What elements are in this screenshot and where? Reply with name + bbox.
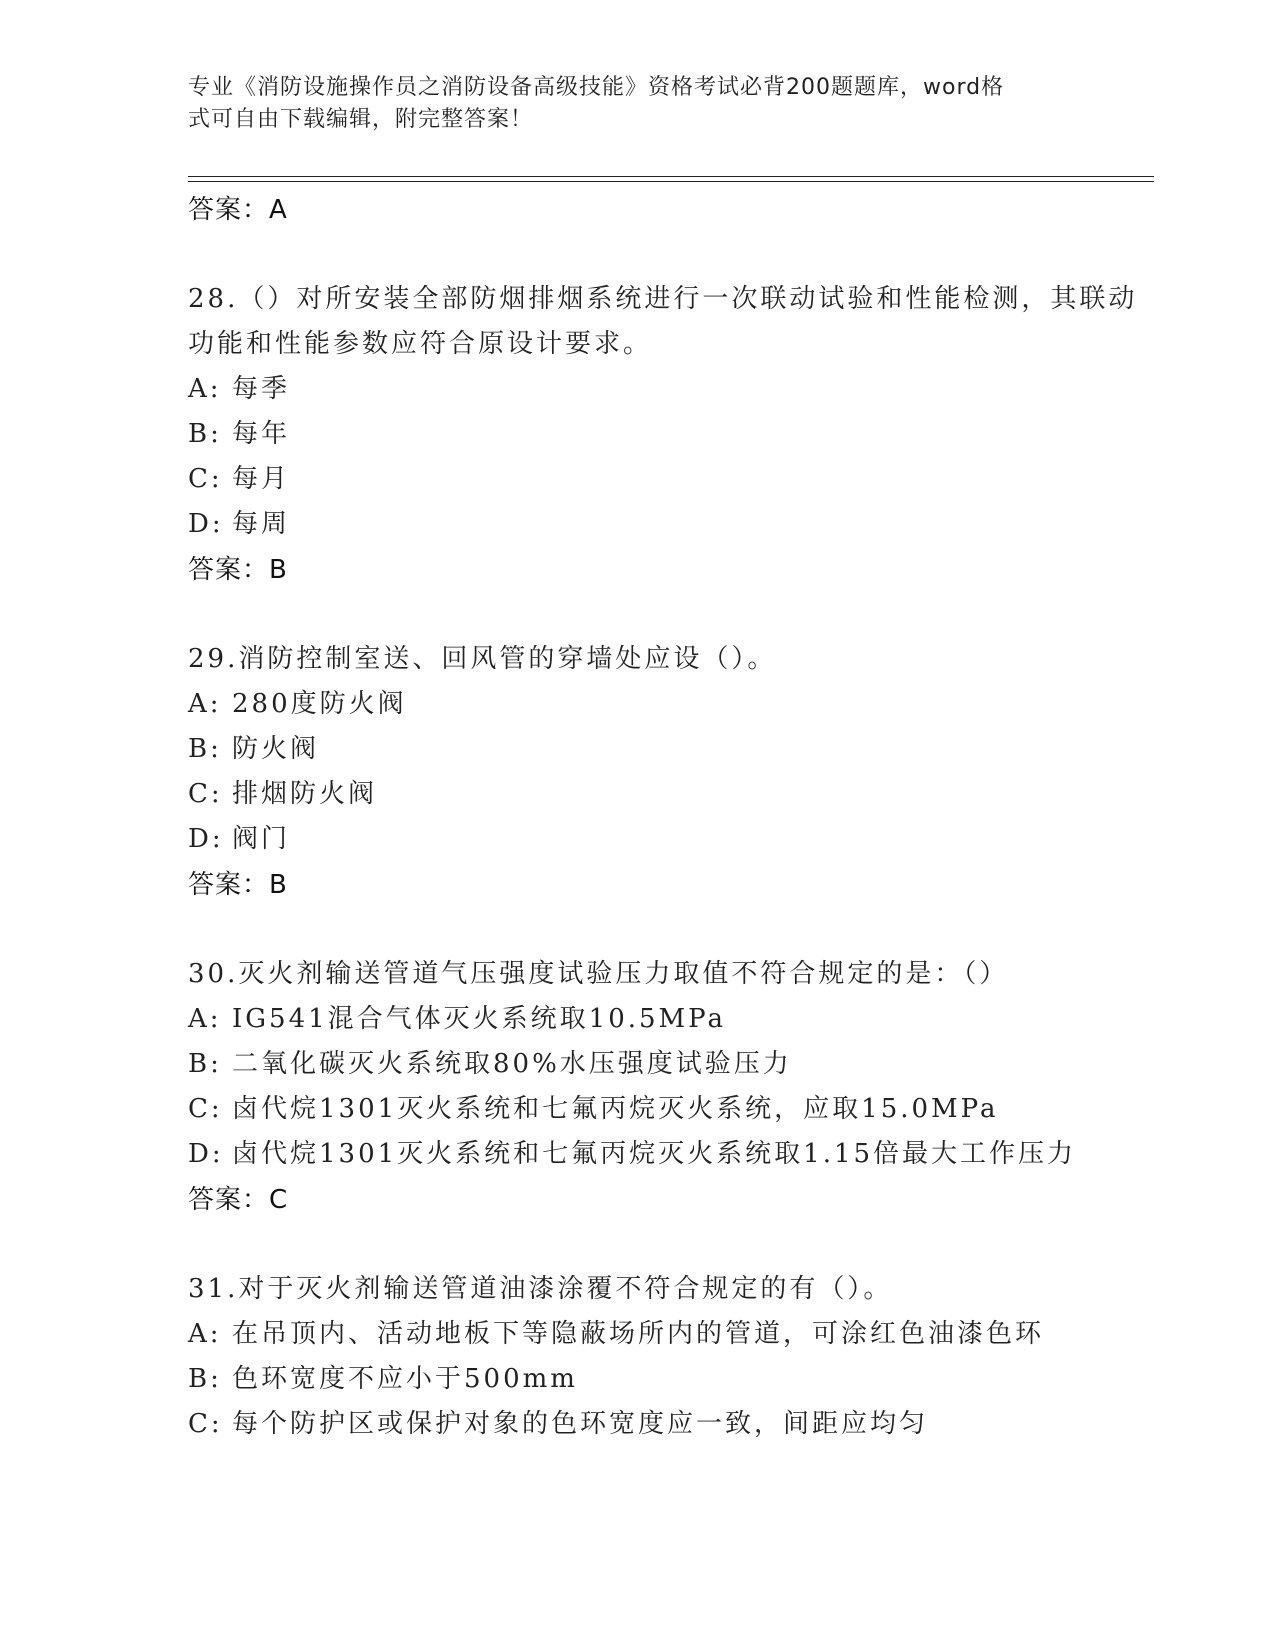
option-c — [188, 1087, 1154, 1132]
option-text: 色环宽度不应小于500mm — [232, 1364, 578, 1394]
option-a — [188, 1312, 1154, 1357]
option-c — [188, 457, 1154, 502]
option-text: 每周 — [232, 509, 291, 539]
question-text: 31.对于灭火剂输送管道油漆涂覆不符合规定的有（）。 — [188, 1274, 893, 1304]
page-header — [188, 72, 1068, 136]
previous-answer: 答案：A — [188, 195, 288, 225]
option-c — [188, 1402, 1154, 1447]
option-d — [188, 817, 1154, 862]
option-key: A: — [188, 374, 222, 404]
answer-line: 答案：B — [188, 870, 288, 900]
option-a — [188, 682, 1154, 727]
question-block — [188, 637, 1154, 908]
option-key: C: — [188, 1094, 223, 1124]
option-text: IG541混合气体灭火系统取10.5MPa — [232, 1004, 727, 1034]
option-text: 每月 — [232, 464, 291, 494]
option-b — [188, 1042, 1154, 1087]
question-block — [188, 1267, 1154, 1447]
question-text: 28.（）对所安装全部防烟排烟系统进行一次联动试验和性能检测，其联动功能和性能参数应符合原设计要求。 — [188, 284, 1138, 359]
option-d — [188, 502, 1154, 547]
option-key: C: — [188, 779, 223, 809]
option-key: A: — [188, 689, 222, 719]
option-key: C: — [188, 1409, 223, 1439]
option-key: D: — [188, 824, 224, 854]
option-key: B: — [188, 734, 222, 764]
option-text: 排烟防火阀 — [232, 779, 378, 809]
option-text: 每个防护区或保护对象的色环宽度应一致，间距应均匀 — [232, 1409, 929, 1439]
option-key: B: — [188, 1049, 222, 1079]
option-key: A: — [188, 1004, 222, 1034]
option-text: 二氧化碳灭火系统取80%水压强度试验压力 — [232, 1049, 792, 1079]
header-rule-top — [188, 176, 1154, 177]
question-block — [188, 277, 1154, 593]
option-a — [188, 997, 1154, 1042]
option-text: 每年 — [232, 419, 291, 449]
answer-line: 答案：C — [188, 1185, 289, 1215]
question-block — [188, 952, 1154, 1223]
option-text: 防火阀 — [232, 734, 320, 764]
option-key: B: — [188, 1364, 222, 1394]
option-b — [188, 727, 1154, 772]
option-key: B: — [188, 419, 222, 449]
option-text: 每季 — [232, 374, 291, 404]
option-b — [188, 1357, 1154, 1402]
option-key: A: — [188, 1319, 222, 1349]
option-text: 280度防火阀 — [232, 689, 407, 719]
option-c — [188, 772, 1154, 817]
option-text: 阀门 — [232, 824, 291, 854]
option-text: 卤代烷1301灭火系统和七氟丙烷灭火系统取1.15倍最大工作压力 — [232, 1139, 1077, 1169]
question-text: 29.消防控制室送、回风管的穿墙处应设（）。 — [188, 644, 777, 674]
option-d — [188, 1132, 1154, 1177]
option-b — [188, 412, 1154, 457]
option-key: C: — [188, 464, 223, 494]
question-list — [188, 187, 1154, 1447]
option-a — [188, 367, 1154, 412]
option-key: D: — [188, 1139, 224, 1169]
option-text: 卤代烷1301灭火系统和七氟丙烷灭火系统，应取15.0MPa — [232, 1094, 999, 1124]
header-line-2: 式可自由下载编辑，附完整答案！ — [188, 107, 534, 132]
option-key: D: — [188, 509, 224, 539]
option-text: 在吊顶内、活动地板下等隐蔽场所内的管道，可涂红色油漆色环 — [232, 1319, 1045, 1349]
question-text: 30.灭火剂输送管道气压强度试验压力取值不符合规定的是：（） — [188, 959, 1009, 989]
header-rule-bottom — [188, 181, 1154, 182]
answer-line: 答案：B — [188, 555, 288, 585]
header-line-1: 专业《消防设施操作员之消防设备高级技能》资格考试必背200题题库，word格 — [188, 75, 1005, 100]
